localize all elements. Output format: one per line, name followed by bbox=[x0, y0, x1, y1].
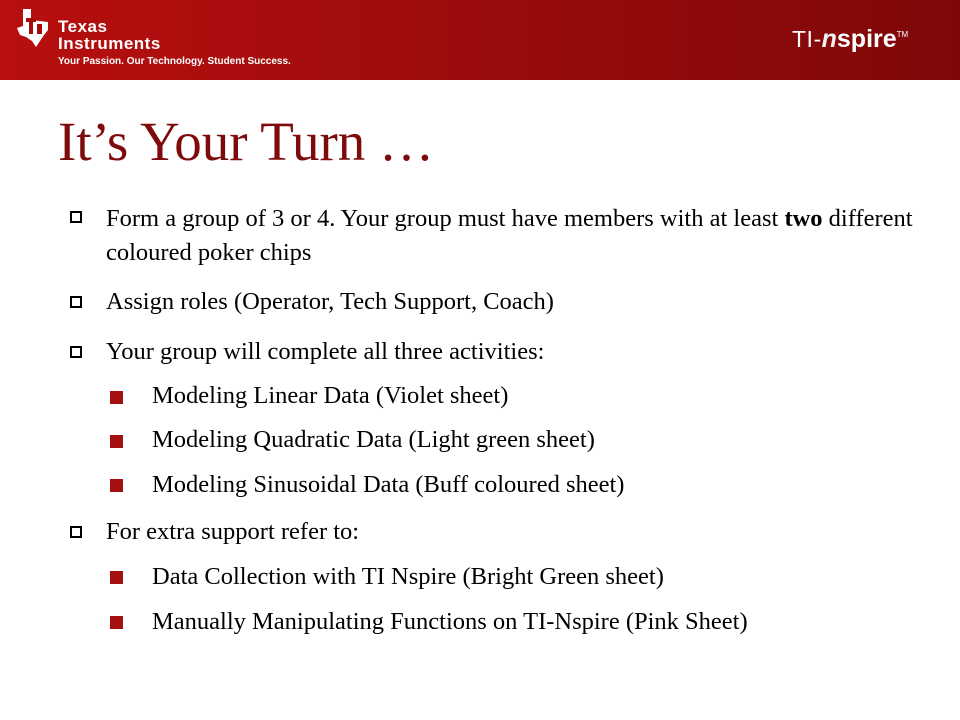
support-item: Data Collection with TI Nspire (Bright Green sheet) bbox=[152, 563, 664, 590]
bullet-form-group-text: Form a group of 3 or 4. Your group must have members with at least bbox=[106, 205, 785, 232]
activity-item: Modeling Sinusoidal Data (Buff coloured sheet) bbox=[152, 471, 625, 498]
hollow-square-bullet-icon bbox=[70, 296, 82, 308]
bullet-form-group-emphasis: two bbox=[784, 205, 823, 232]
square-bullet-icon bbox=[110, 479, 123, 492]
square-bullet-icon bbox=[110, 616, 123, 629]
trademark-mark: TM bbox=[896, 30, 909, 39]
logo-prefix: TI- bbox=[792, 26, 822, 52]
company-name-line2: Instruments bbox=[58, 34, 161, 53]
activity-item: Modeling Linear Data (Violet sheet) bbox=[152, 382, 509, 409]
company-tagline: Your Passion. Our Technology. Student Success. bbox=[58, 56, 291, 67]
bullet-form-group bbox=[106, 202, 926, 270]
square-bullet-icon bbox=[110, 391, 123, 404]
slide-title: It’s Your Turn … bbox=[58, 111, 435, 172]
activity-item: Modeling Quadratic Data (Light green sheet) bbox=[152, 426, 595, 453]
company-name-line1: Texas bbox=[58, 17, 108, 36]
hollow-square-bullet-icon bbox=[70, 346, 82, 358]
bullet-assign-roles: Assign roles (Operator, Tech Support, Coach) bbox=[106, 288, 554, 315]
bullet-form-group-text-end: different coloured poker chips bbox=[106, 205, 913, 266]
logo-n: n bbox=[821, 25, 837, 53]
hollow-square-bullet-icon bbox=[70, 526, 82, 538]
square-bullet-icon bbox=[110, 571, 123, 584]
square-bullet-icon bbox=[110, 435, 123, 448]
support-item: Manually Manipulating Functions on TI-Nspire (Pink Sheet) bbox=[152, 608, 748, 635]
logo-suffix: spire bbox=[836, 25, 897, 53]
hollow-square-bullet-icon bbox=[70, 211, 82, 223]
bullet-extra-support: For extra support refer to: bbox=[106, 518, 360, 545]
bullet-complete-activities: Your group will complete all three activities: bbox=[106, 338, 545, 365]
